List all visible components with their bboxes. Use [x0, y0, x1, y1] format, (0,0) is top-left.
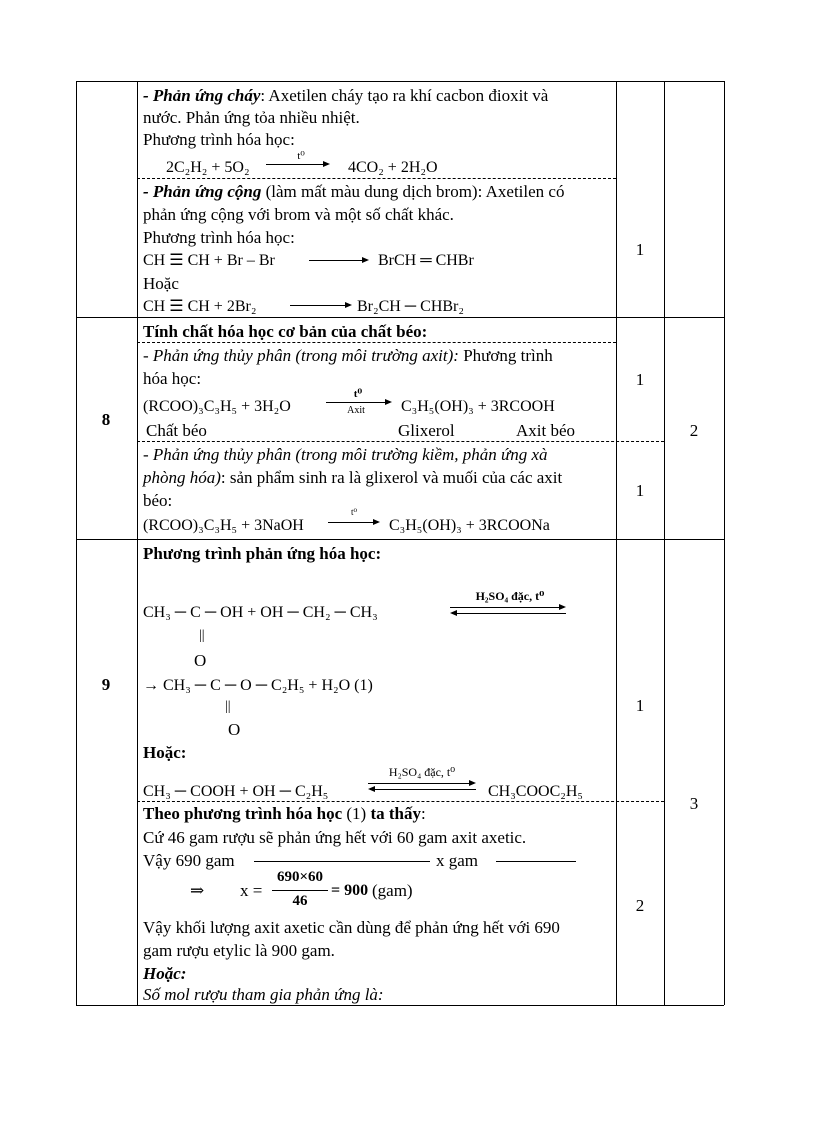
row9-bond1: ||: [199, 628, 205, 643]
row9-eq2-arrow-forward: [368, 783, 474, 784]
table-col-divider-1: [137, 81, 138, 1005]
row7-p1-line1: - Phản ứng cháy: Axetilen cháy tạo ra khí cacbon đioxit và: [143, 86, 549, 105]
row9-c-or: Hoặc:: [143, 964, 187, 983]
row7-p1-eq-condition: t⁰: [297, 150, 305, 162]
row9-eq1-arrow-reverse: [452, 613, 566, 614]
row7-p2-eq1-left: CH ☰ CH + Br – Br: [143, 252, 275, 269]
row7-score: 1: [635, 240, 645, 259]
row8-s1-line1: - Phản ứng thủy phân (trong môi trường axit): Phương trình: [143, 346, 553, 365]
row9-eq2-arrow-reverse: [370, 789, 476, 790]
row8-s2-line1: - Phản ứng thủy phân (trong môi trường kiềm, phản ứng xà: [143, 445, 548, 464]
row7-p1-eq-label: Phương trình hóa học:: [143, 130, 295, 149]
row9-o1: O: [194, 651, 207, 670]
row9-c-result: = 900: [331, 882, 369, 899]
row8-s1-eq-left: (RCOO)₃C₃H₅ + 3H₂O: [143, 398, 291, 415]
table-left-border: [76, 81, 77, 1005]
row7-p2-eq-label: Phương trình hóa học:: [143, 228, 295, 247]
row9-c-line2a: Vậy 690 gam: [143, 851, 235, 870]
row9-eq2-left: CH₃ ─ COOH + OH ─ C₂H₅: [143, 783, 329, 800]
row9-c-line1: Cứ 46 gam rượu sẽ phản ứng hết với 60 gam axit axetic.: [143, 828, 527, 847]
row9-c-unit: (gam): [372, 881, 413, 900]
row9-c-title: Theo phương trình hóa học (1) ta thấy:: [143, 804, 426, 823]
row9-number: 9: [101, 675, 111, 694]
row9-total: 3: [689, 794, 699, 813]
table-col-divider-2: [616, 81, 617, 1005]
row8-s2-line2: phòng hóa): sản phẩm sinh ra là glixerol và muối của các axit: [143, 468, 563, 487]
row9-bond2: ||: [225, 699, 231, 714]
row7-p1-eq-right: 4CO₂ + 2H₂O: [348, 159, 438, 176]
row8-s1-name-fat: Chất béo: [146, 421, 207, 440]
row7-p1-eq-left: 2C₂H₂ + 5O₂: [166, 159, 250, 176]
table-col-divider-3: [664, 81, 665, 1005]
row9-c-dash2: [496, 861, 576, 862]
row7-p2-eq2-right: Br₂CH ─ CHBr₂: [357, 298, 464, 315]
row9-eq1-arrow-forward: [450, 607, 564, 608]
row9-title: Phương trình phản ứng hóa học:: [143, 544, 382, 563]
row9-c-line4: Vậy khối lượng axit axetic cần dùng để phản ứng hết với 690: [143, 918, 560, 937]
row9-s2-score: 2: [635, 896, 645, 915]
row7-p2-eq1-right: BrCH ═ CHBr: [378, 252, 474, 269]
row7-p2-eq2-arrow: [290, 305, 350, 306]
row7-p1-eq-arrow: [266, 164, 328, 165]
row9-eq1b: → CH₃ ─ C ─ O ─ C₂H₅ + H₂O (1): [143, 677, 373, 694]
row9-c-fraction-bar: [272, 890, 328, 891]
row9-or: Hoặc:: [143, 743, 187, 762]
row9-c-x: x =: [240, 881, 263, 900]
row9-c-denominator: 46: [292, 893, 308, 909]
row7-p2-eq2-left: CH ☰ CH + 2Br₂: [143, 298, 257, 315]
row7-p2-eq1-arrow: [309, 260, 367, 261]
dashed-divider: [137, 441, 664, 442]
row8-s2-eq-right: C₃H₅(OH)₃ + 3RCOONa: [389, 517, 550, 534]
row7-p1-line2: nước. Phản ứng tỏa nhiều nhiệt.: [143, 108, 360, 127]
row9-eq1-left: CH₃ ─ C ─ OH + OH ─ CH₂ ─ CH₃: [143, 604, 378, 621]
dashed-divider: [137, 178, 616, 179]
row9-c-last: Số mol rượu tham gia phản ứng là:: [143, 985, 384, 1004]
row8-s1-eq-right: C₃H₅(OH)₃ + 3RCOOH: [401, 398, 555, 415]
table-row-divider-9: [76, 539, 724, 540]
table-right-border: [724, 81, 725, 1005]
row9-eq2-right: CH₃COOC₂H₅: [488, 783, 583, 800]
table-bottom-border: [76, 1005, 724, 1006]
row8-s2-score: 1: [635, 481, 645, 500]
row9-o2: O: [228, 720, 241, 739]
row8-s2-eq-cond: t⁰: [350, 507, 358, 517]
row8-s2-eq-left: (RCOO)₃C₃H₅ + 3NaOH: [143, 517, 304, 534]
row8-number: 8: [101, 410, 111, 429]
row8-s1-line2: hóa học:: [143, 369, 202, 388]
table-row-divider-8: [76, 317, 724, 318]
row8-s1-eq-cond-top: t⁰: [353, 388, 363, 400]
row9-c-implies: ⇒: [190, 881, 205, 900]
row8-s1-name-glycerol: Glixerol: [398, 421, 455, 440]
row8-s1-name-fatty-acid: Axit béo: [516, 421, 576, 440]
row8-title: Tính chất hóa học cơ bản của chất béo:: [143, 322, 428, 341]
dashed-divider: [137, 342, 616, 343]
row7-p2-or: Hoặc: [143, 274, 179, 293]
row8-total: 2: [689, 421, 699, 440]
row8-s1-eq-cond-bottom: Axit: [347, 405, 365, 416]
row8-s2-line3: béo:: [143, 491, 173, 510]
row8-s1-eq-arrow: [326, 402, 390, 403]
row9-c-line5: gam rượu etylic là 900 gam.: [143, 941, 335, 960]
row9-c-dash1: [254, 861, 430, 862]
row9-s1-score: 1: [635, 696, 645, 715]
row9-c-line2b: x gam: [436, 851, 479, 870]
row8-s2-eq-arrow: [328, 522, 378, 523]
row9-eq2-condition: H₂SO₄ đặc, t⁰: [388, 765, 456, 779]
row9-eq1-condition: H₂SO₄ đặc, t⁰: [475, 589, 545, 603]
table-top-border: [76, 81, 724, 82]
row9-c-numerator: 690×60: [276, 869, 324, 885]
row7-p2-line1: - Phản ứng cộng (làm mất màu dung dịch brom): Axetilen có: [143, 182, 565, 201]
row8-s1-score: 1: [635, 370, 645, 389]
row7-p2-line2: phản ứng cộng với brom và một số chất khác.: [143, 205, 454, 224]
